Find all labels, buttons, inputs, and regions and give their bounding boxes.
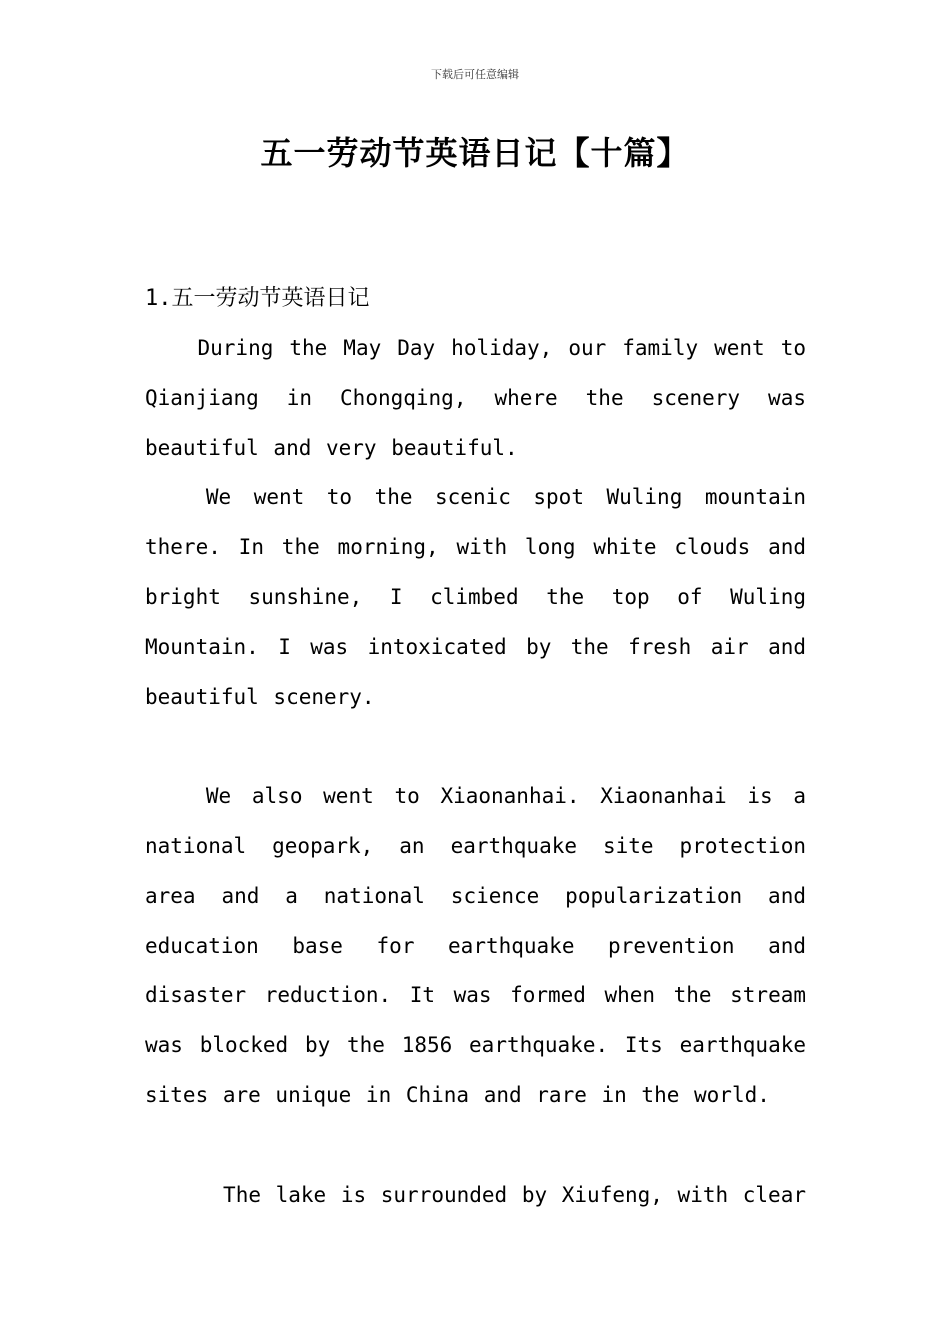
paragraph-4: The lake is surrounded by Xiufeng, with clear [223, 1182, 806, 1207]
document-title: 五一劳动节英语日记【十篇】 [260, 134, 690, 172]
paragraph-spacer [145, 722, 806, 772]
paragraph-1: During the May Day holiday, our family went to Qianjiang in Chongqing, where the scenery was beautiful and very beautiful. [145, 336, 806, 460]
paragraph-3: We also went to Xiaonanhai. Xiaonanhai is a national geopark, an earthquake site protection area and a national science popularization and education base for earthquake prevention and disaster reduction. It was formed when the stream was blocked by the 1856 earthquake. Its earthquake sites are unique in China and rare in the world. [145, 784, 806, 1107]
document-body [145, 274, 806, 1220]
page-header-note: 下载后可任意编辑 [431, 68, 519, 81]
paragraph-spacer [145, 1121, 806, 1171]
section-heading: 1.五一劳动节英语日记 [145, 286, 370, 311]
paragraph-2: We went to the scenic spot Wuling mountain there. In the morning, with long white clouds and bright sunshine, I climbed the top of Wuling Mountain. I was intoxicated by the fresh air and beautiful scenery. [145, 485, 806, 709]
